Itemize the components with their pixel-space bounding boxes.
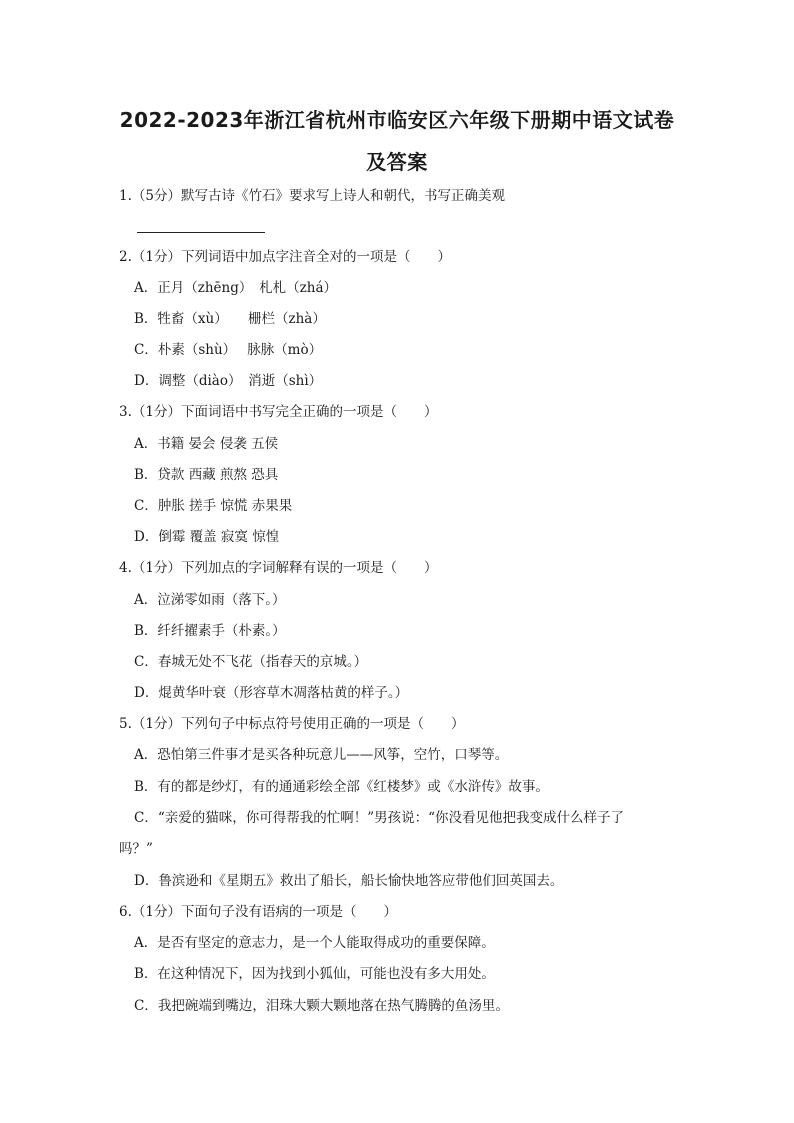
question-4-option-b: B．纤纤擢素手（朴素。）: [134, 623, 286, 639]
question-1-stem: 1.（5分）默写古诗《竹石》要求写上诗人和朝代，书写正确美观: [119, 188, 505, 204]
question-4-option-a: A．泣涕零如雨（落下。）: [134, 592, 286, 608]
question-3-option-c: C．肿胀 搓手 惊慌 赤果果: [134, 498, 293, 514]
question-5-option-c: C．“亲爱的猫咪，你可得帮我的忙啊！”男孩说：“你没看见他把我变成什么样子了: [134, 810, 625, 826]
question-3-option-d: D．倒霉 覆盖 寂寞 惊惶: [134, 529, 280, 545]
question-2-option-a: A．正月（zhēng） 札札（zhá）: [134, 280, 337, 296]
question-2-option-b: B．牲畜（xù） 栅栏（zhà）: [134, 311, 326, 327]
document-title-line-2: 及答案: [366, 150, 428, 174]
question-3-option-b: B．贷款 西藏 煎熬 恐具: [134, 467, 279, 483]
question-5-option-a: A．恐怕第三件事才是买各种玩意儿——风筝，空竹，口琴等。: [134, 747, 509, 763]
question-2-stem: 2.（1分）下列词语中加点字注音全对的一项是（ ）: [119, 249, 451, 265]
answer-blank-line: [137, 232, 265, 233]
question-3-stem: 3.（1分）下面词语中书写完全正确的一项是（ ）: [119, 404, 438, 420]
question-5-option-c-continued: 吗？”: [119, 841, 153, 857]
question-2-option-c: C．朴素（shù） 脉脉（mò）: [134, 342, 323, 358]
document-title-line-1: 2022-2023年浙江省杭州市临安区六年级下册期中语文试卷: [119, 108, 675, 132]
question-4-stem: 4.（1分）下列加点的字词解释有误的一项是（ ）: [119, 560, 438, 576]
question-4-option-c: C．春城无处不飞花（指春天的京城。）: [134, 654, 368, 670]
question-6-option-a: A．是否有坚定的意志力，是一个人能取得成功的重要保障。: [134, 935, 495, 951]
question-6-option-c: C．我把碗端到嘴边，泪珠大颗大颗地落在热气腾腾的鱼汤里。: [134, 998, 509, 1014]
question-3-option-a: A．书籍 晏会 侵袭 五侯: [134, 436, 279, 452]
question-6-option-b: B．在这种情况下，因为找到小狐仙，可能也没有多大用处。: [134, 966, 495, 982]
question-5-stem: 5.（1分）下列句子中标点符号使用正确的一项是（ ）: [119, 716, 465, 732]
question-2-option-d: D．调整（diào） 消逝（shì）: [134, 373, 323, 389]
question-5-option-d: D．鲁滨逊和《星期五》救出了船长，船长愉快地答应带他们回英国去。: [134, 873, 564, 889]
question-4-option-d: D．焜黄华叶衰（形容草木凋落枯黄的样子。）: [134, 685, 409, 701]
question-5-option-b: B．有的都是纱灯，有的通通彩绘全部《红楼梦》或《水浒传》故事。: [134, 779, 549, 795]
question-6-stem: 6.（1分）下面句子没有语病的一项是（ ）: [119, 904, 397, 920]
